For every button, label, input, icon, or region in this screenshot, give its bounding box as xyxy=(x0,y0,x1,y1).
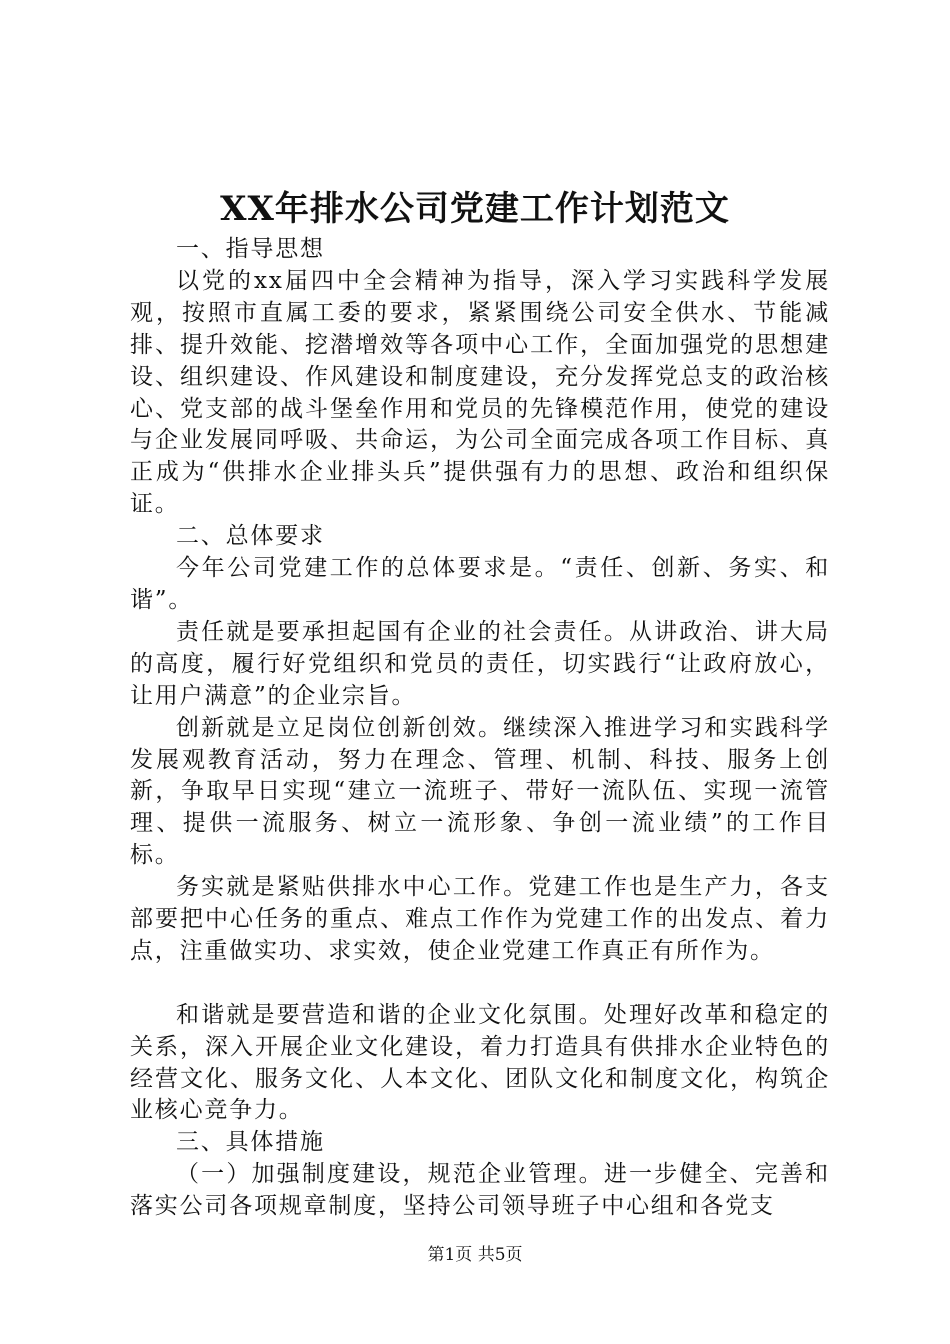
document-body xyxy=(130,234,830,1223)
paragraph: 和谐就是要营造和谐的企业文化氛围。处理好改革和稳定的关系，深入开展企业文化建设，着力打造具有供排水企业特色的经营文化、服务文化、人本文化、团队文化和制度文化，构筑企业核心竞争力。 xyxy=(130,1001,830,1124)
paragraph: 务实就是紧贴供排水中心工作。党建工作也是生产力，各支部要把中心任务的重点、难点工作作为党建工作的出发点、着力点，注重做实功、求实效，使企业党建工作真正有所作为。 xyxy=(130,874,830,964)
paragraph: （一）加强制度建设，规范企业管理。进一步健全、完善和落实公司各项规章制度，坚持公司领导班子中心组和各党支 xyxy=(130,1161,830,1220)
section-heading-2: 二、总体要求 xyxy=(176,523,325,550)
paragraph: 今年公司党建工作的总体要求是。“责任、创新、务实、和谐”。 xyxy=(130,555,830,613)
section-heading-3: 三、具体措施 xyxy=(176,1129,325,1156)
paragraph: 责任就是要承担起国有企业的社会责任。从讲政治、讲大局的高度，履行好党组织和党员的责任，切实践行“让政府放心，让用户满意”的企业宗旨。 xyxy=(130,618,830,709)
section-heading-1: 一、指导思想 xyxy=(176,236,325,262)
paragraph: 以党的xx届四中全会精神为指导，深入学习实践科学发展观，按照市直属工委的要求，紧紧围绕公司安全供水、节能减排、提升效能、挖潜增效等各项中心工作，全面加强党的思想建设、组织建设、作风建设和制度建设，充分发挥党总支的政治核心、党支部的战斗堡垒作用和党员的先锋模范作用，使党的建设与企业发展同呼吸、共命运，为公司全面完成各项工作目标、真正成为“供排水企业排头兵”提供强有力的思想、政治和组织保证。 xyxy=(130,267,830,518)
document-title: XX年排水公司党建工作计划范文 xyxy=(220,189,730,229)
page-footer: 第1页 共5页 xyxy=(427,1245,523,1265)
paragraph: 创新就是立足岗位创新创效。继续深入推进学习和实践科学发展观教育活动，努力在理念、管理、机制、科技、服务上创新，争取早日实现“建立一流班子、带好一流队伍、实现一流管理、提供一流服务、树立一流形象、争创一流业绩”的工作目标。 xyxy=(130,714,830,869)
